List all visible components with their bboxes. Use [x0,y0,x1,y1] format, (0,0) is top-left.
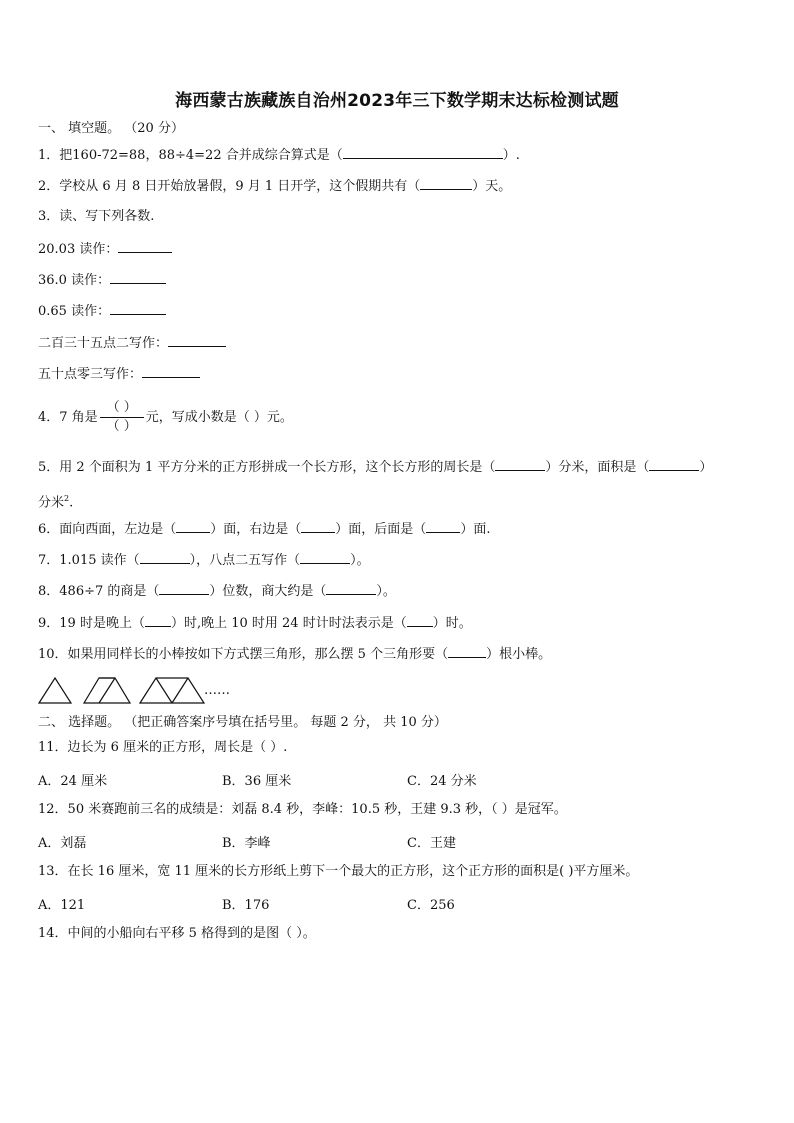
q8-digits-blank[interactable] [159,582,209,595]
q5-period: . [69,495,74,511]
question-3a [38,240,172,259]
q1-answer-blank[interactable] [343,146,503,159]
q3d-answer-blank[interactable] [168,334,226,347]
q3b-text: 36.0 读作： [38,273,111,288]
q6-text-d: ）面. [460,522,491,537]
q5-text-end: ） [699,460,713,475]
q3b-answer-blank[interactable] [110,271,166,284]
q9-text-c: ）时。 [432,616,472,631]
question-5 [38,458,712,477]
question-3: 3．读、写下列各数. [38,209,155,224]
q8-text-b: ）位数，商大约是（ [209,584,327,599]
q2-answer-blank[interactable] [420,177,472,190]
q6-text-c: ）面，后面是（ [335,522,427,537]
ellipsis: …… [204,683,230,698]
question-2 [38,177,511,196]
q10-text-b: ）根小棒。 [486,647,552,662]
q4-text: 4．7 角是 [38,410,98,425]
q5-text: 5．用 2 个面积为 1 平方分米的正方形拼成一个长方形，这个长方形的周长是（ [38,460,496,475]
q1-text-end: ）. [502,148,520,163]
q4-text-end: 元，写成小数是（ ）元。 [145,410,293,425]
q4-numerator: （ ） [106,400,137,415]
q8-text-a: 8．486÷7 的商是（ [38,584,160,599]
section-heading-choice: 二、 选择题。 （把正确答案序号填在括号里。 每题 2 分， 共 10 分） [38,715,447,730]
q11-option-c[interactable]: C．24 分米 [407,774,477,789]
question-4 [38,396,293,440]
q13-option-b[interactable]: B．176 [222,898,270,913]
q3e-answer-blank[interactable] [142,365,200,378]
question-14: 14．中间的小船向右平移 5 格得到的是图（ ）。 [38,926,316,941]
q12-option-b[interactable]: B．李峰 [222,836,271,851]
one-triangle [39,678,71,703]
q7-text-a: 7．1.015 读作（ [38,553,140,568]
q5-unit-superscript: 2 [64,494,70,503]
q10-text-a: 10．如果用同样长的小棒按如下方式摆三角形，那么摆 5 个三角形要（ [38,647,449,662]
q6-text-b: ）面，右边是（ [210,522,302,537]
q3e-text: 五十点零三写作： [38,367,143,382]
q1-text: 1．把160-72=88，88÷4=22 合并成综合算式是（ [38,148,343,163]
q8-estimate-blank[interactable] [326,582,376,595]
q5-perimeter-blank[interactable] [495,458,545,471]
section-heading-fill-blank: 一、 填空题。 （20 分） [38,121,184,136]
question-9 [38,614,472,633]
q6-left-blank[interactable] [176,520,210,533]
q7-write-blank[interactable] [300,551,350,564]
question-12: 12．50 米赛跑前三名的成绩是：刘磊 8.4 秒，李峰：10.5 秒，王建 9.3 秒，（ ）是冠军。 [38,802,567,817]
q3a-text: 20.03 读作： [38,242,119,257]
question-3c [38,302,166,321]
q3a-answer-blank[interactable] [118,240,172,253]
q9-evening-blank[interactable] [145,614,171,627]
question-13: 13．在长 16 厘米，宽 11 厘米的长方形纸上剪下一个最大的正方形，这个正方形的面积是( )平方厘米。 [38,864,639,879]
question-7 [38,551,370,570]
q12-option-a[interactable]: A．刘磊 [38,836,87,851]
question-3e [38,365,200,384]
q6-right-blank[interactable] [301,520,335,533]
q8-text-c: ）。 [376,584,396,599]
question-5-line2 [38,490,73,512]
q2-text: 2．学校从 6 月 8 日开始放暑假，9 月 1 日开学，这个假期共有（ [38,179,421,194]
q13-option-c[interactable]: C．256 [407,898,455,913]
q13-option-a[interactable]: A．121 [38,898,86,913]
q11-option-b[interactable]: B．36 厘米 [222,774,292,789]
question-6 [38,520,490,539]
q4-denominator: （ ） [106,419,137,434]
q7-read-blank[interactable] [140,551,190,564]
q7-text-b: ），八点二五写作（ [189,553,301,568]
q7-text-c: ）。 [350,553,370,568]
question-3b [38,271,166,290]
page-title: 海西蒙古族藏族自治州2023年三下数学期末达标检测试题 [175,91,619,111]
three-triangles [140,678,204,703]
q5-text-mid: ）分米，面积是（ [545,460,650,475]
question-3d [38,334,226,353]
q6-text-a: 6．面向西面，左边是（ [38,522,177,537]
q9-text-a: 9．19 时是晚上（ [38,616,145,631]
q5-unit: 分米 [38,495,65,511]
q3c-answer-blank[interactable] [110,302,166,315]
question-8 [38,582,396,601]
q3c-text: 0.65 读作： [38,304,111,319]
q11-option-a[interactable]: A．24 厘米 [38,774,108,789]
q6-back-blank[interactable] [426,520,460,533]
question-1 [38,146,520,165]
q9-24h-blank[interactable] [407,614,433,627]
question-11: 11．边长为 6 厘米的正方形，周长是（ ）. [38,740,288,755]
q12-option-c[interactable]: C．王建 [407,836,456,851]
q10-sticks-blank[interactable] [448,645,486,658]
question-10 [38,645,551,664]
q5-area-blank[interactable] [649,458,699,471]
q9-text-b: ）时,晚上 10 时用 24 时计时法表示是（ [170,616,407,631]
q2-text-end: ）天。 [472,179,512,194]
q3d-text: 二百三十五点二写作： [38,336,169,351]
fraction-bar [100,417,144,418]
q4-fraction[interactable] [100,400,144,435]
